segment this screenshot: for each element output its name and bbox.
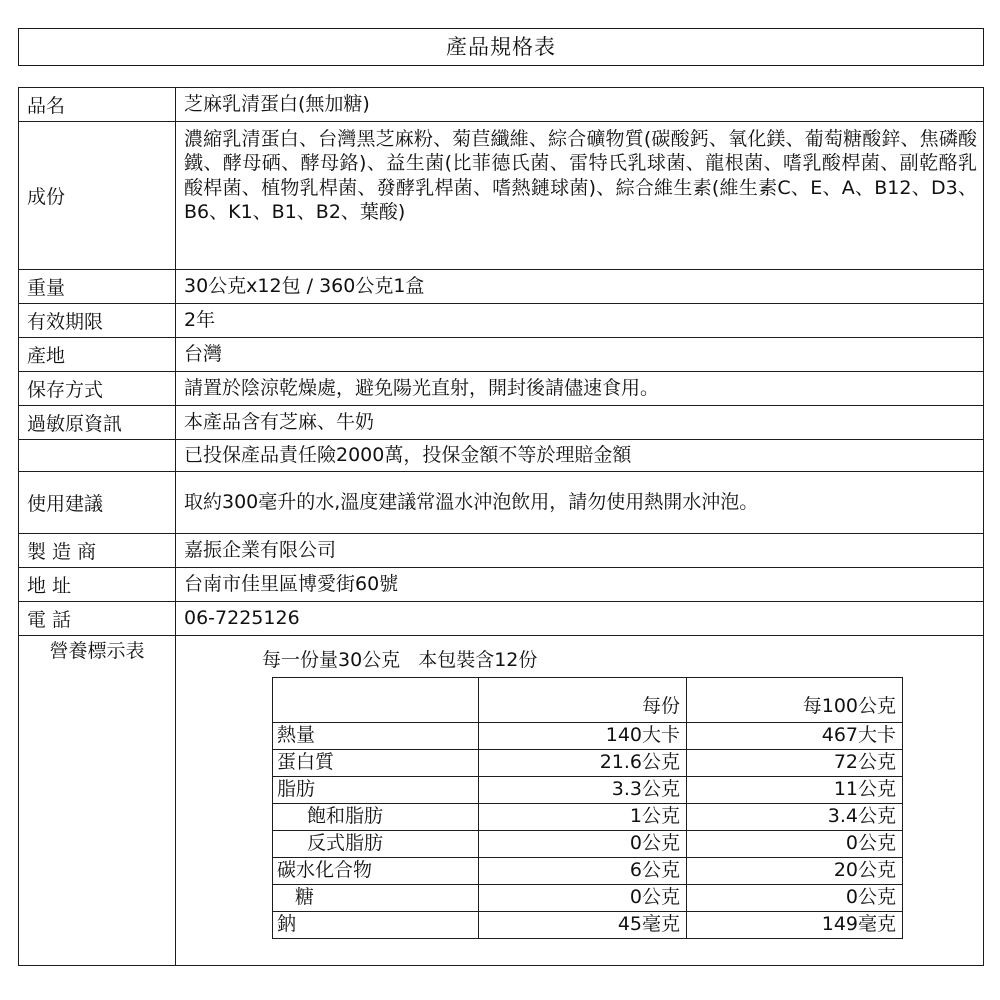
nutrition-item-name: 碳水化合物 — [273, 857, 479, 884]
table-row — [19, 534, 984, 568]
serving-size: 每一份量30公克 — [262, 649, 401, 672]
table-row — [19, 304, 984, 338]
nutrition-item-name: 脂肪 — [273, 776, 479, 803]
spec-label-insurance — [19, 440, 176, 472]
spec-label-phone: 電 話 — [19, 602, 176, 636]
document-title-box — [18, 28, 984, 66]
spec-label-storage: 保存方式 — [19, 372, 176, 406]
spec-value-allergen: 本產品含有芝麻、牛奶 — [176, 406, 984, 440]
spec-label-shelf-life: 有效期限 — [19, 304, 176, 338]
table-row — [19, 602, 984, 636]
nutrition-value-per-serving: 0公克 — [479, 884, 687, 911]
spec-value-manufacturer: 嘉振企業有限公司 — [176, 534, 984, 568]
spec-label-weight: 重量 — [19, 270, 176, 304]
nutrition-value-per-100g: 3.4公克 — [687, 803, 903, 830]
nutrition-value-per-100g: 467大卡 — [687, 722, 903, 749]
spec-label-address: 地 址 — [19, 568, 176, 602]
nutrition-row — [273, 911, 903, 938]
product-spec-table — [18, 87, 984, 966]
nutrition-value-per-100g: 20公克 — [687, 857, 903, 884]
nutrition-row — [273, 803, 903, 830]
spec-value-insurance: 已投保產品責任險2000萬，投保金額不等於理賠金額 — [176, 440, 984, 472]
nutrition-item-name: 熱量 — [273, 722, 479, 749]
nutrition-value-per-serving: 0公克 — [479, 830, 687, 857]
spec-label-origin: 產地 — [19, 338, 176, 372]
nutrition-item-name: 糖 — [273, 884, 479, 911]
servings-per-pack: 本包裝含12份 — [418, 649, 538, 672]
nutrition-item-name: 飽和脂肪 — [273, 803, 479, 830]
nutrition-value-per-100g: 0公克 — [687, 884, 903, 911]
nutrition-value-per-serving: 1公克 — [479, 803, 687, 830]
spec-value-phone: 06-7225126 — [176, 602, 984, 636]
nutrition-facts-container — [176, 636, 984, 966]
nutrition-value-per-serving: 140大卡 — [479, 722, 687, 749]
table-row — [19, 472, 984, 534]
spec-label-manufacturer: 製 造 商 — [19, 534, 176, 568]
table-row — [19, 338, 984, 372]
nutrition-value-per-100g: 72公克 — [687, 749, 903, 776]
nutrition-row — [273, 857, 903, 884]
nutrition-header-row — [273, 677, 903, 722]
nutrition-row — [273, 776, 903, 803]
nutrition-value-per-100g: 149毫克 — [687, 911, 903, 938]
spec-value-weight: 30公克x12包 / 360公克1盒 — [176, 270, 984, 304]
nutrition-item-name: 鈉 — [273, 911, 479, 938]
nutrition-value-per-100g: 0公克 — [687, 830, 903, 857]
nutrition-value-per-serving: 6公克 — [479, 857, 687, 884]
spec-label-allergen: 過敏原資訊 — [19, 406, 176, 440]
spec-label-nutrition: 營養標示表 — [19, 636, 176, 966]
page-title: 產品規格表 — [446, 34, 556, 59]
table-row — [19, 270, 984, 304]
nutrition-row — [273, 749, 903, 776]
table-row — [19, 88, 984, 122]
nutrition-value-per-100g: 11公克 — [687, 776, 903, 803]
nutrition-header-per-serving: 每份 — [479, 677, 687, 722]
table-row — [19, 568, 984, 602]
spec-value-ingredients: 濃縮乳清蛋白、台灣黑芝麻粉、菊苣纖維、綜合礦物質(碳酸鈣、氧化鎂、葡萄糖酸鋅、焦磷酸鐵、酵母硒、酵母鉻)、益生菌(比菲德氏菌、雷特氏乳球菌、龍根菌、嗜乳酸桿菌、副乾酪乳酸桿菌、植物乳桿菌、發酵乳桿菌、嗜熱鏈球菌)、綜合維生素(維生素C、E、A、B12、D3、B6、K1、B1、B2、葉酸) — [176, 122, 984, 270]
nutrition-row — [273, 722, 903, 749]
spec-label-ingredients: 成份 — [19, 122, 176, 270]
spec-value-origin: 台灣 — [176, 338, 984, 372]
spec-value-product-name: 芝麻乳清蛋白(無加糖) — [176, 88, 984, 122]
nutrition-row — [273, 884, 903, 911]
spec-label-usage: 使用建議 — [19, 472, 176, 534]
nutrition-facts-table — [272, 677, 903, 939]
nutrition-header-per-100g: 每100公克 — [687, 677, 903, 722]
table-row — [19, 372, 984, 406]
spec-value-storage: 請置於陰涼乾燥處，避免陽光直射，開封後請儘速食用。 — [176, 372, 984, 406]
nutrition-header-item — [273, 677, 479, 722]
spec-label-product-name: 品名 — [19, 88, 176, 122]
nutrition-serving-line — [184, 648, 977, 672]
spec-value-usage: 取約300毫升的水,溫度建議常溫水沖泡飲用，請勿使用熱開水沖泡。 — [176, 472, 984, 534]
table-row — [19, 122, 984, 270]
table-row-nutrition — [19, 636, 984, 966]
nutrition-value-per-serving: 21.6公克 — [479, 749, 687, 776]
spec-value-address: 台南市佳里區博愛街60號 — [176, 568, 984, 602]
nutrition-row — [273, 830, 903, 857]
nutrition-table-body — [273, 677, 903, 938]
nutrition-value-per-serving: 45毫克 — [479, 911, 687, 938]
nutrition-item-name: 蛋白質 — [273, 749, 479, 776]
spec-value-shelf-life: 2年 — [176, 304, 984, 338]
nutrition-value-per-serving: 3.3公克 — [479, 776, 687, 803]
nutrition-item-name: 反式脂肪 — [273, 830, 479, 857]
table-row — [19, 406, 984, 440]
table-row — [19, 440, 984, 472]
